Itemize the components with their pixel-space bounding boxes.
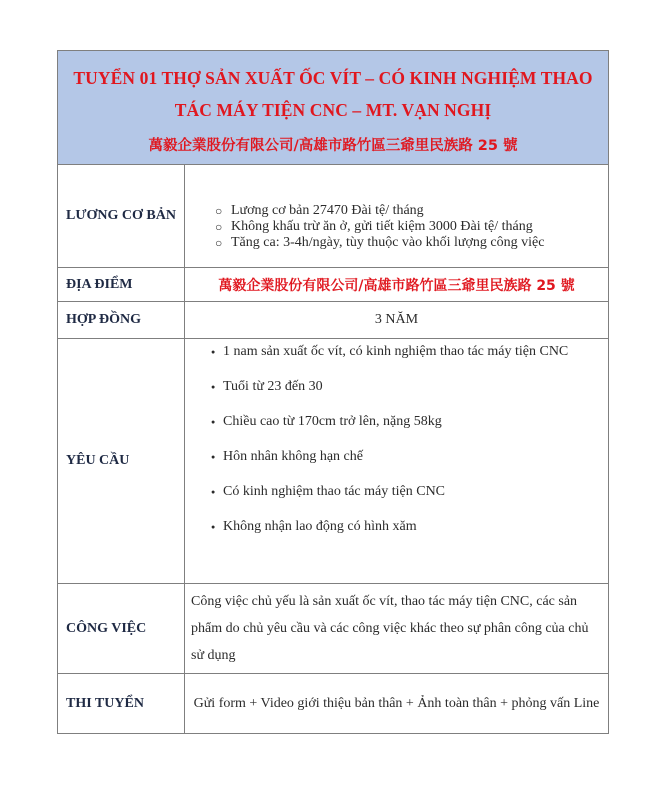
list-item: ● Chiều cao từ 170cm trở lên, nặng 58kg <box>211 412 608 447</box>
salary-content <box>185 165 609 268</box>
requirements-content <box>185 339 609 584</box>
list-item: ● Không nhận lao động có hình xăm <box>211 517 608 552</box>
job-table <box>57 50 609 734</box>
header-row <box>58 51 609 165</box>
list-item: ● Tuổi từ 23 đến 30 <box>211 377 608 412</box>
list-item: ● Có kinh nghiệm thao tác máy tiện CNC <box>211 482 608 517</box>
location-row <box>58 268 609 302</box>
company-name: 萬毅企業股份有限公司/高雄市路竹區三爺里民族路 25 號 <box>148 138 518 154</box>
list-item: ● Hôn nhân không hạn chế <box>211 447 608 482</box>
salary-row <box>58 165 609 268</box>
requirements-label: YÊU CẦU <box>58 339 185 584</box>
exam-label: THI TUYỂN <box>58 674 185 734</box>
salary-label: LƯƠNG CƠ BẢN <box>58 165 185 268</box>
job-posting <box>57 50 608 734</box>
exam-value: Gửi form + Video giới thiệu bản thân + Ảnh toàn thân + phỏng vấn Line <box>185 674 609 734</box>
list-item: ● 1 nam sản xuất ốc vít, có kinh nghiệm thao tác máy tiện CNC <box>211 342 608 377</box>
posting-title <box>58 62 608 126</box>
header-cell <box>58 51 609 165</box>
work-row <box>58 584 609 674</box>
requirements-row <box>58 339 609 584</box>
contract-label: HỢP ĐỒNG <box>58 302 185 339</box>
list-item: ○ Không khấu trừ ăn ở, gửi tiết kiệm 3000 Đài tệ/ tháng <box>215 219 608 235</box>
work-value: Công việc chủ yếu là sản xuất ốc vít, thao tác máy tiện CNC, các sản phẩm do chủ yêu cầu và các công việc khác theo sự phân công của chủ sử dụng <box>185 584 609 674</box>
work-label: CÔNG VIỆC <box>58 584 185 674</box>
location-label: ĐỊA ĐIỂM <box>58 268 185 302</box>
contract-value: 3 NĂM <box>185 302 609 339</box>
contract-row <box>58 302 609 339</box>
location-value: 萬毅企業股份有限公司/高雄市路竹區三爺里民族路 25 號 <box>185 268 609 302</box>
list-item: ○ Tăng ca: 3-4h/ngày, tùy thuộc vào khối lượng công việc <box>215 235 608 251</box>
requirements-list <box>185 340 608 582</box>
exam-row <box>58 674 609 734</box>
salary-list <box>185 181 608 251</box>
title-line-2: TÁC MÁY TIỆN CNC – MT. VẠN NGHỊ <box>174 100 492 120</box>
list-item: ○ Lương cơ bản 27470 Đài tệ/ tháng <box>215 203 608 219</box>
title-line-1: TUYỂN 01 THỢ SẢN XUẤT ỐC VÍT – CÓ KINH NGHIỆM THAO <box>73 68 593 88</box>
